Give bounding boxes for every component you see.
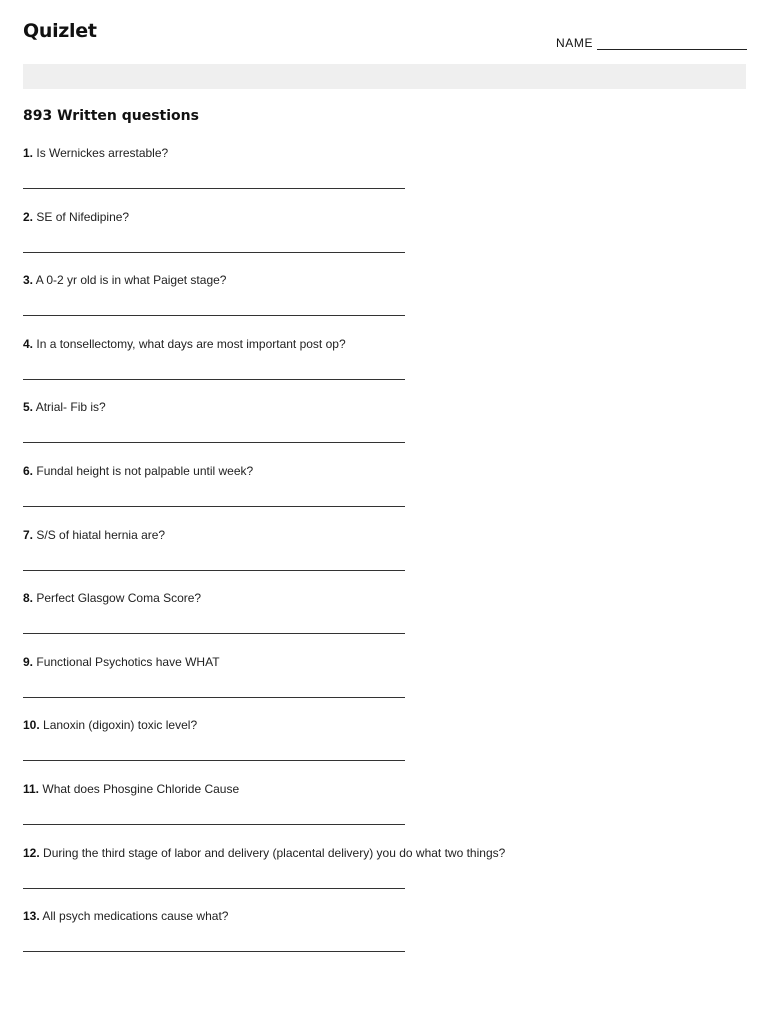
question-item [23,337,746,401]
answer-line [23,697,405,698]
question-text [23,909,746,924]
question-item [23,400,746,464]
question-text [23,655,746,670]
question-number: 2. [23,209,34,224]
question-prompt: Functional Psychotics have WHAT [36,654,220,669]
name-blank-line [597,37,747,50]
question-number: 4. [23,336,34,351]
answer-line [23,760,405,761]
question-item [23,846,746,910]
question-prompt: SE of Nifedipine? [36,209,130,224]
question-text [23,718,746,733]
answer-line [23,951,405,952]
question-number: 9. [23,654,34,669]
answer-line [23,379,405,380]
question-prompt: Perfect Glasgow Coma Score? [36,591,202,606]
question-text [23,846,746,861]
question-prompt: Lanoxin (digoxin) toxic level? [43,718,198,733]
answer-line [23,252,405,253]
question-prompt: In a tonsellectomy, what days are most important post op? [36,336,346,351]
question-item [23,718,746,782]
question-text [23,337,746,352]
answer-line [23,570,405,571]
question-item [23,528,746,592]
answer-line [23,633,405,634]
question-prompt: Atrial- Fib is? [35,400,106,415]
question-prompt: All psych medications cause what? [42,909,229,924]
name-label: NAME [556,36,594,50]
question-text [23,591,746,606]
question-number: 12. [23,845,40,860]
question-item [23,210,746,274]
name-field [556,36,747,50]
answer-line [23,442,405,443]
question-prompt: During the third stage of labor and delivery (placental delivery) you do what two things? [43,845,506,860]
question-text [23,528,746,543]
question-prompt: A 0-2 yr old is in what Paiget stage? [35,273,227,288]
question-number: 1. [23,146,34,160]
question-item [23,909,746,973]
question-number: 8. [23,591,34,606]
question-item [23,782,746,846]
question-item [23,273,746,337]
header-divider-bar [23,64,746,89]
question-item [23,146,746,210]
question-prompt: Is Wernickes arrestable? [36,146,169,160]
section-title: 893 Written questions [23,108,199,124]
question-text [23,146,746,161]
question-text [23,210,746,225]
question-item [23,591,746,655]
question-number: 10. [23,718,40,733]
question-prompt: Fundal height is not palpable until week? [36,463,254,478]
question-item [23,464,746,528]
answer-line [23,315,405,316]
question-prompt: What does Phosgine Chloride Cause [42,781,240,796]
question-number: 6. [23,463,34,478]
question-text [23,400,746,415]
question-number: 5. [23,400,34,415]
answer-line [23,188,405,189]
question-number: 3. [23,273,34,288]
question-list [23,146,746,973]
question-text [23,782,746,797]
question-item [23,655,746,719]
quizlet-logo: Quizlet [23,20,97,42]
question-number: 11. [23,781,40,796]
answer-line [23,824,405,825]
question-text [23,464,746,479]
question-number: 7. [23,527,34,542]
answer-line [23,506,405,507]
answer-line [23,888,405,889]
question-prompt: S/S of hiatal hernia are? [36,527,166,542]
question-text [23,273,746,288]
question-number: 13. [23,909,40,924]
